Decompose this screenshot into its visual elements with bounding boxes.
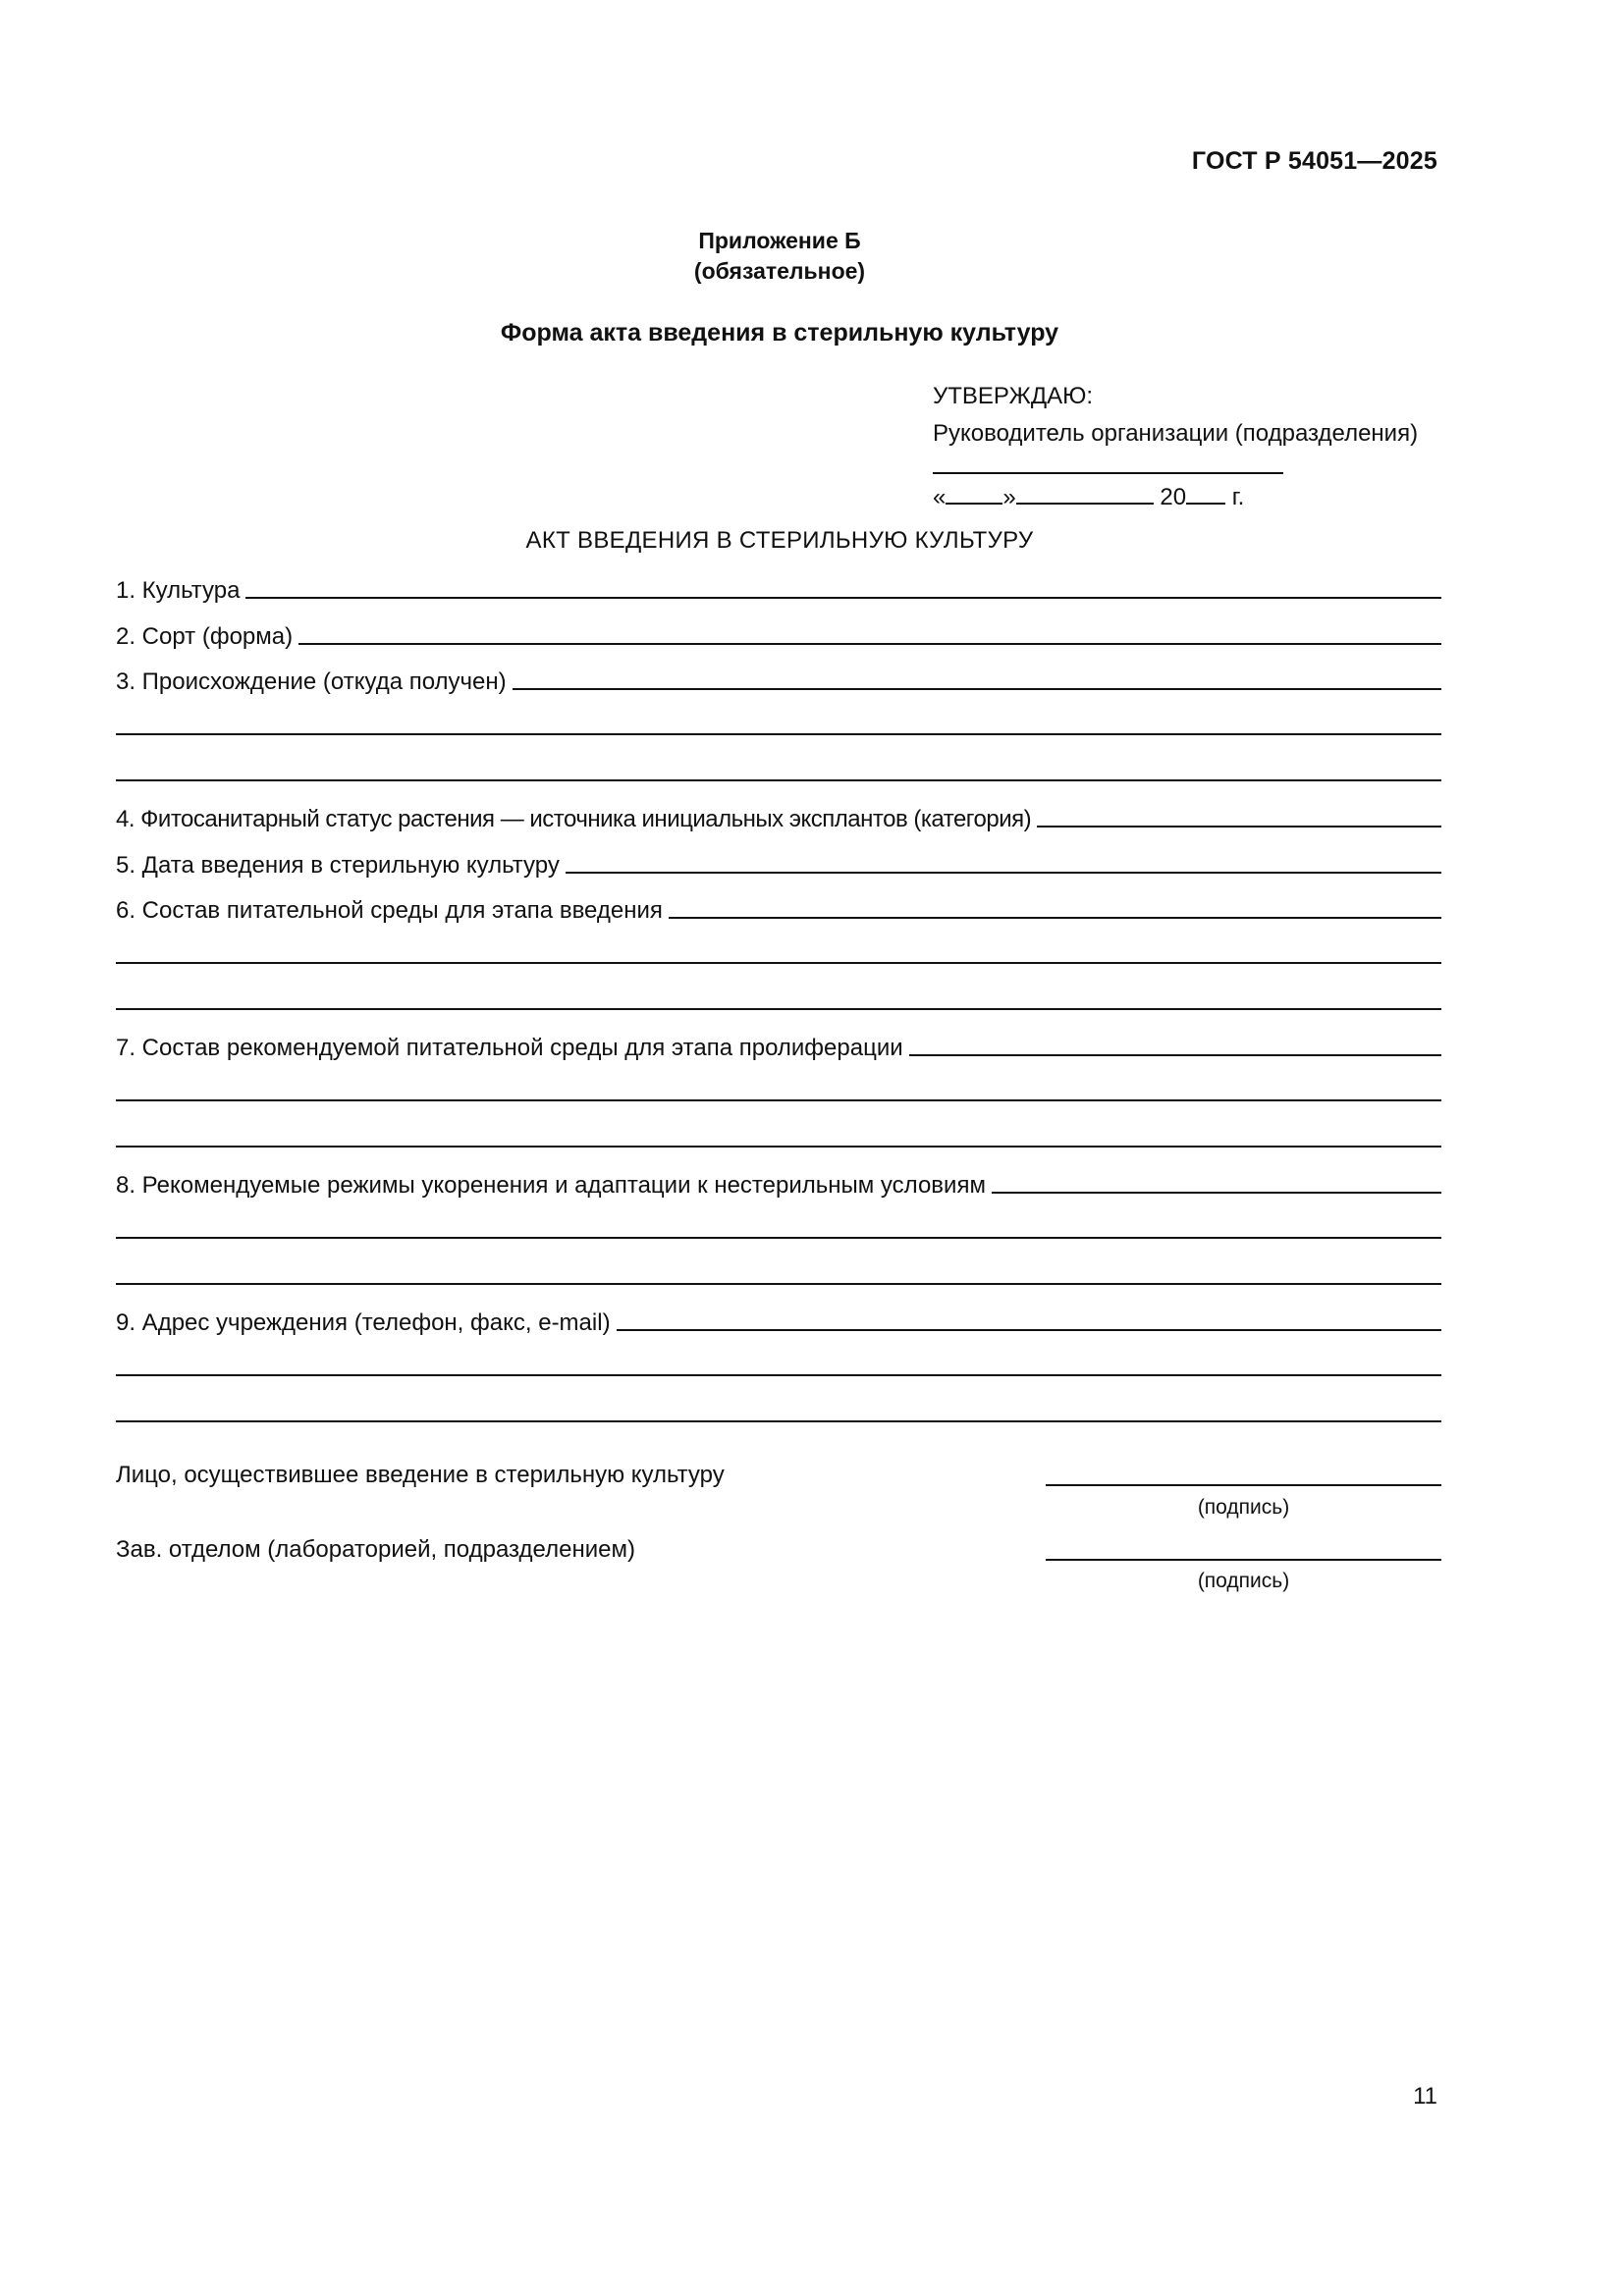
field-continuation-line[interactable] bbox=[116, 1420, 1441, 1422]
approval-head: Руководитель организации (подразделения) bbox=[933, 420, 1419, 447]
page-number: 11 bbox=[1413, 2083, 1437, 2109]
field-label: 3. Происхождение (откуда получен) bbox=[116, 668, 507, 695]
date-open-quote: « bbox=[933, 484, 947, 510]
field-label: 8. Рекомендуемые режимы укоренения и адаптации к нестерильным условиям bbox=[116, 1172, 986, 1199]
field-rooting-adaptation bbox=[116, 1168, 1441, 1200]
field-fill-line[interactable] bbox=[298, 643, 1441, 645]
field-institution-address bbox=[116, 1306, 1441, 1337]
document-code: ГОСТ Р 54051—2025 bbox=[1191, 147, 1437, 175]
field-continuation-line[interactable] bbox=[116, 1237, 1441, 1239]
signature-label-head: Зав. отделом (лабораторией, подразделением) bbox=[116, 1536, 635, 1563]
field-label: 5. Дата введения в стерильную культуру bbox=[116, 852, 560, 879]
field-label: 7. Состав рекомендуемой питательной среды для этапа пролиферации bbox=[116, 1035, 903, 1061]
field-label: 2. Сорт (форма) bbox=[116, 623, 294, 650]
field-fill-line[interactable] bbox=[245, 597, 1441, 599]
approval-date bbox=[933, 481, 1244, 511]
field-fill-line[interactable] bbox=[513, 688, 1441, 690]
field-fill-line[interactable] bbox=[909, 1054, 1441, 1056]
date-year-prefix: 20 bbox=[1160, 484, 1187, 510]
field-label: 9. Адрес учреждения (телефон, факс, e-mail) bbox=[116, 1309, 611, 1336]
field-fill-line[interactable] bbox=[566, 872, 1441, 874]
field-phytosanitary-status bbox=[116, 802, 1441, 833]
field-proliferation-medium bbox=[116, 1031, 1441, 1062]
date-close-quote: » bbox=[1002, 484, 1016, 510]
signature-caption: (подпись) bbox=[1197, 1570, 1290, 1592]
field-continuation-line[interactable] bbox=[116, 1099, 1441, 1101]
date-year-blank[interactable] bbox=[1186, 481, 1225, 505]
field-continuation-line[interactable] bbox=[116, 733, 1441, 735]
signature-line-head[interactable] bbox=[1046, 1559, 1441, 1561]
field-label: 4. Фитосанитарный статус растения — источника инициальных эксплантов (категория) bbox=[116, 806, 1032, 832]
field-variety bbox=[116, 619, 1441, 651]
form-title: Форма акта введения в стерильную культуру bbox=[500, 319, 1059, 347]
field-continuation-line[interactable] bbox=[116, 1283, 1441, 1285]
date-day-blank[interactable] bbox=[946, 481, 1002, 505]
approval-signature-line[interactable] bbox=[933, 472, 1283, 474]
signature-label-performer: Лицо, осуществившее введение в стерильную культуру bbox=[116, 1462, 725, 1488]
field-introduction-medium bbox=[116, 893, 1441, 925]
annex-title: Приложение Б bbox=[698, 228, 861, 253]
field-fill-line[interactable] bbox=[992, 1192, 1441, 1194]
field-fill-line[interactable] bbox=[669, 917, 1441, 919]
field-introduction-date bbox=[116, 848, 1441, 880]
date-year-suffix: г. bbox=[1231, 484, 1245, 510]
field-fill-line[interactable] bbox=[1037, 826, 1441, 828]
field-continuation-line[interactable] bbox=[116, 1008, 1441, 1010]
signature-line-performer[interactable] bbox=[1046, 1484, 1441, 1486]
field-label: 1. Культура bbox=[116, 577, 241, 604]
field-continuation-line[interactable] bbox=[116, 1146, 1441, 1148]
approval-label: УТВЕРЖДАЮ: bbox=[933, 383, 1093, 409]
field-continuation-line[interactable] bbox=[116, 779, 1441, 781]
date-month-blank[interactable] bbox=[1016, 481, 1154, 505]
field-culture bbox=[116, 573, 1441, 605]
field-continuation-line[interactable] bbox=[116, 1374, 1441, 1376]
field-fill-line[interactable] bbox=[617, 1329, 1441, 1331]
field-continuation-line[interactable] bbox=[116, 962, 1441, 964]
annex-status: (обязательное) bbox=[693, 258, 866, 284]
act-title: АКТ ВВЕДЕНИЯ В СТЕРИЛЬНУЮ КУЛЬТУРУ bbox=[525, 527, 1034, 554]
signature-caption: (подпись) bbox=[1197, 1496, 1290, 1519]
field-label: 6. Состав питательной среды для этапа введения bbox=[116, 897, 663, 924]
field-origin bbox=[116, 665, 1441, 696]
